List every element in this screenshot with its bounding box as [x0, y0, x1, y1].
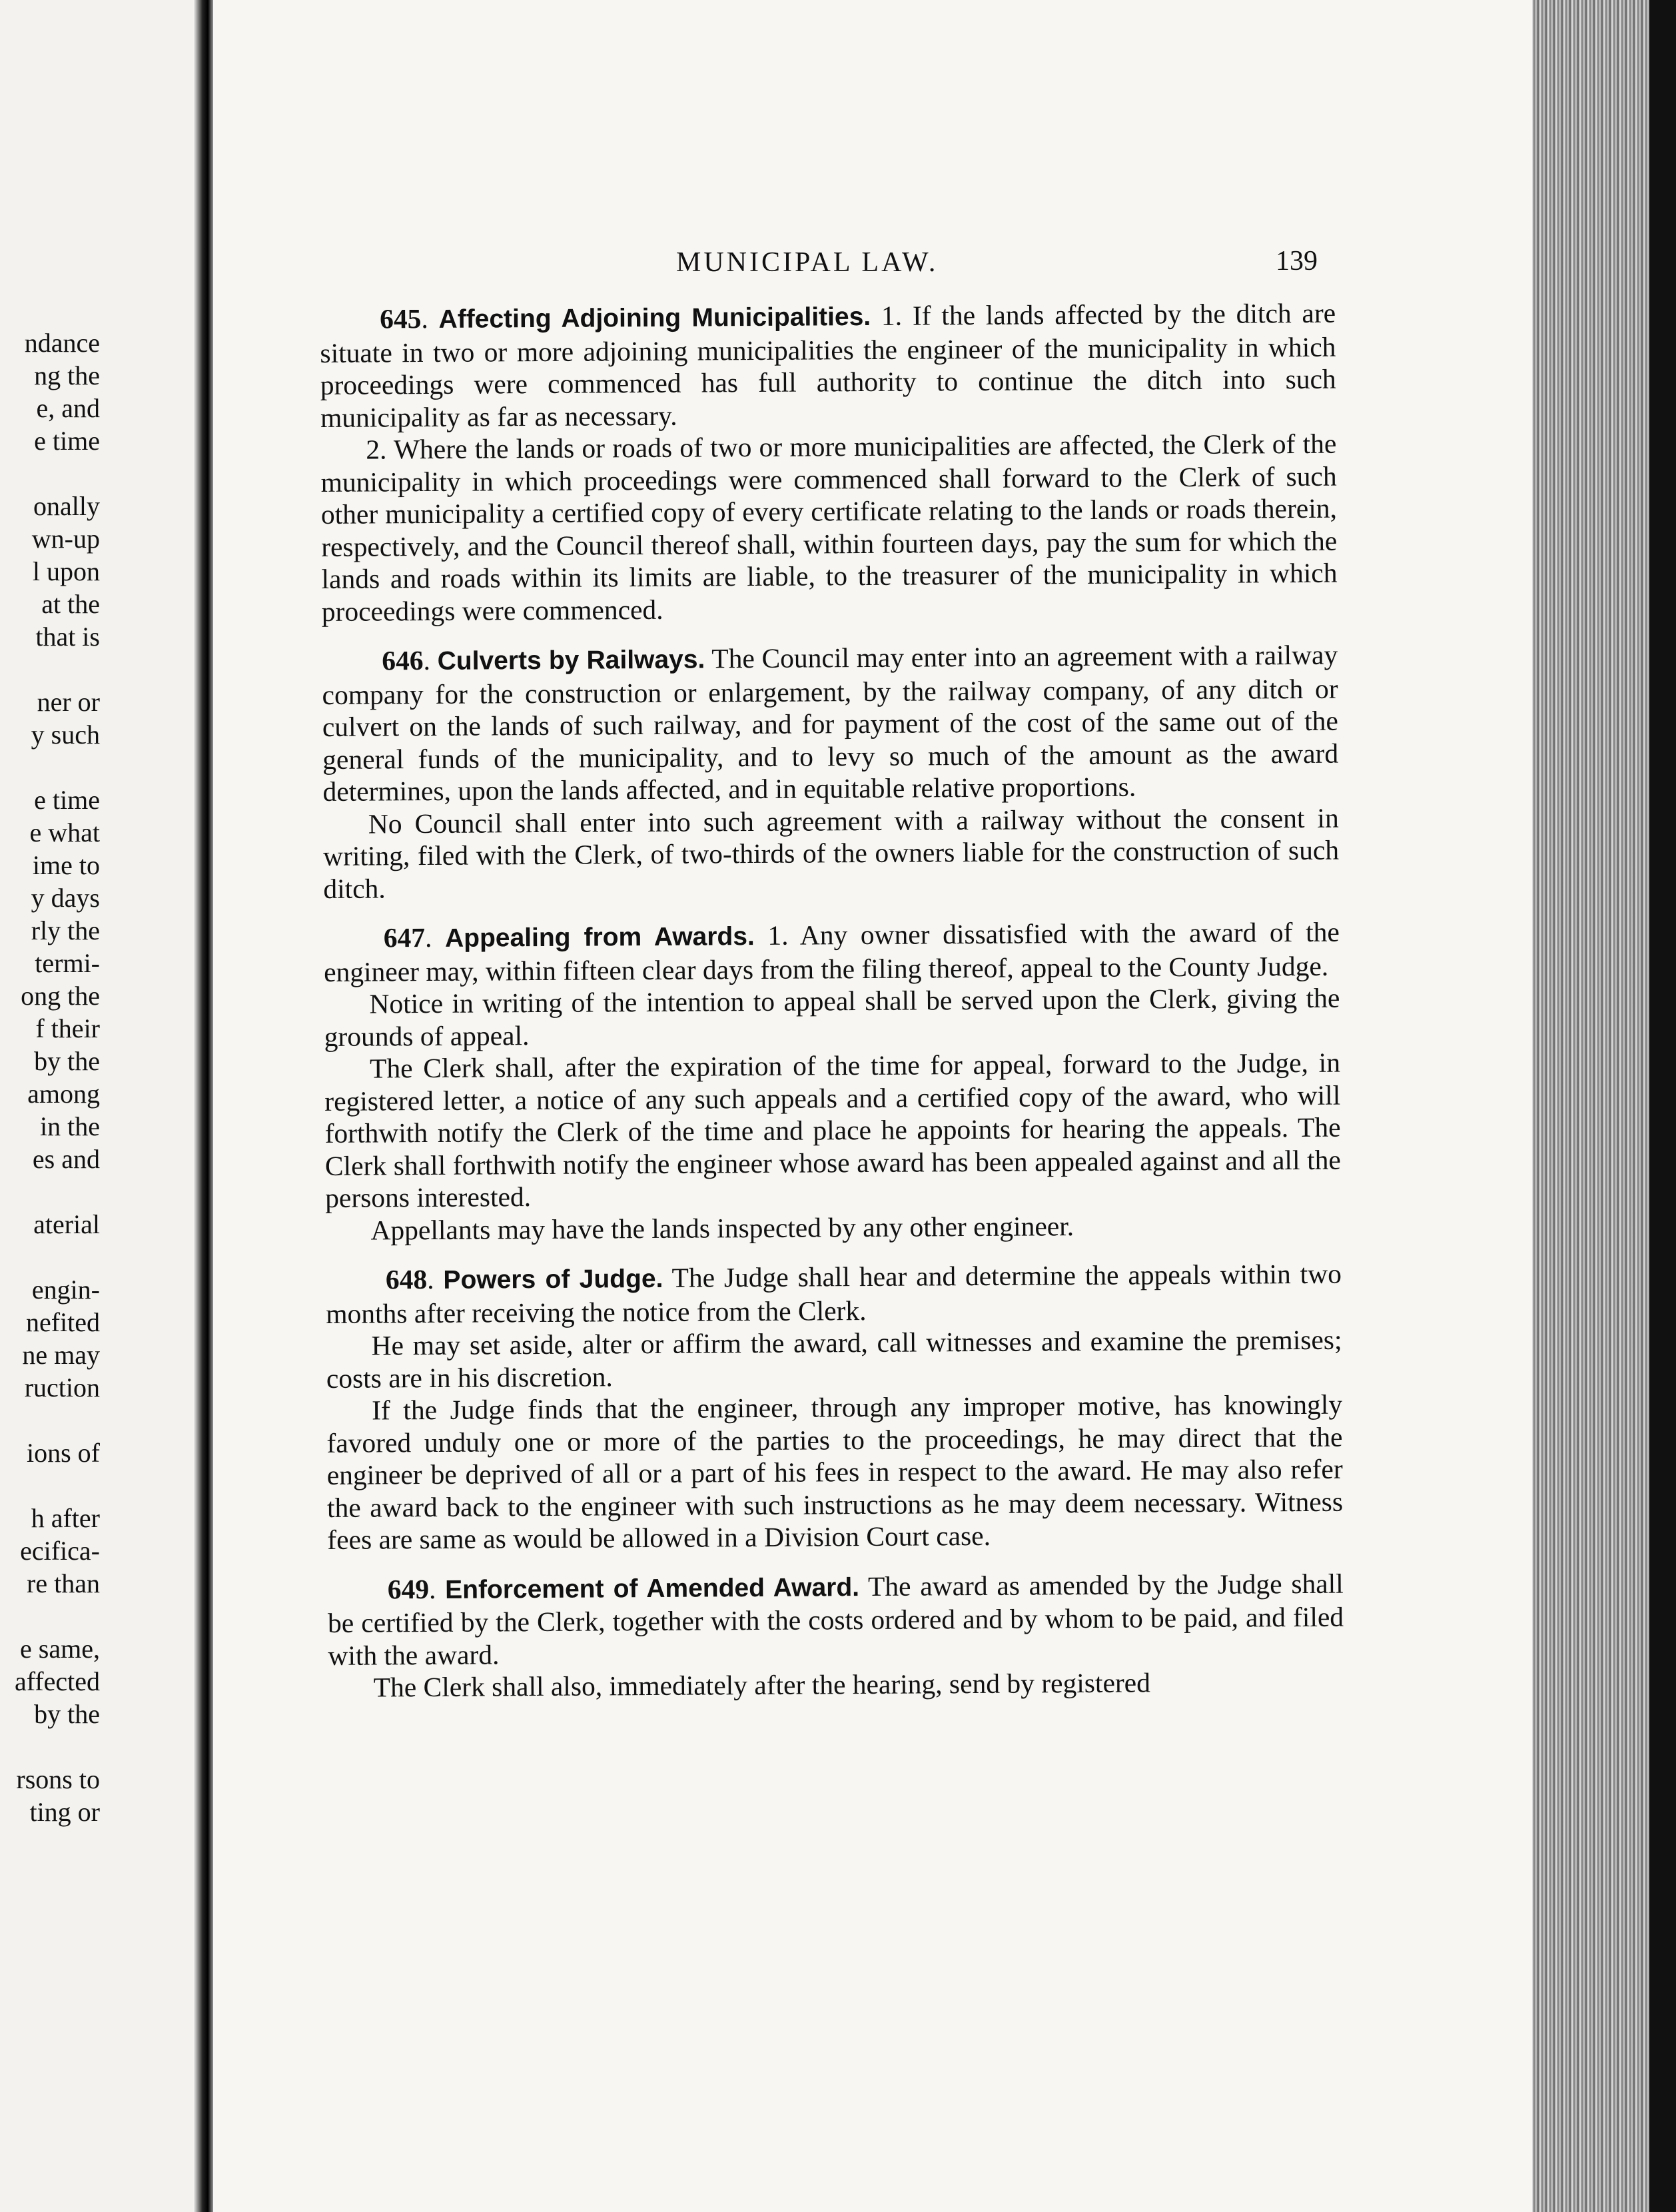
left-page-fragment: onally — [33, 491, 100, 521]
left-page-fragment: ng the — [34, 360, 100, 390]
section-paragraph: 647. Appealing from Awards. 1. Any owner dissatisfied with the award of the engineer may, within fifteen clear days from the filing thereof, appeal to the County Judge. — [323, 916, 1340, 987]
paragraph-text: No Council shall enter into such agreement with a railway without the consent in writing, filed with the Clerk, of two-thirds of the owners liable for the construction of such ditch. — [322, 802, 1340, 904]
section-number: 647 — [383, 922, 426, 953]
paragraph-text: 1. Any owner dissatisfied with the award of the engineer may, within fifteen clear days from the filing thereof, appeal to the County Judge. — [323, 916, 1340, 987]
section-paragraph: 646. Culverts by Railways. The Council may enter into an agreement with a railway company for the construction or enlargement, by the railway company, of any ditch or culvert on the lands of such railway, and for payment of the cost of the same out of the general funds of the municipality, and to levy so much of the amount as the award determines, upon the lands affected, and in equitable relative proportions. — [322, 639, 1339, 807]
page-edge-stack — [1532, 0, 1676, 2212]
section-paragraph: 648. Powers of Judge. The Judge shall hear and determine the appeals within two months after receiving the notice from the Clerk. — [326, 1258, 1342, 1329]
section-paragraph — [325, 1208, 1341, 1247]
left-page-fragment: ne may — [22, 1340, 100, 1370]
paragraph-text: 2. Where the lands or roads of two or more municipalities are affected, the Clerk of the municipality in which proceedings were commenced shall forward to the Clerk of such other municipality a certified copy of every certificate relating to the lands or roads therein, respectively, and the Council thereof shall, within fourteen days, pay the sum for which the lands and roads within its limits are liable, to the treasurer of the municipality in which proceedings were commenced. — [320, 428, 1338, 627]
section-647 — [324, 916, 1342, 1247]
left-page-fragment: ong the — [21, 981, 100, 1011]
left-page-fragment: ting or — [29, 1797, 100, 1827]
left-page-fragment: l upon — [32, 556, 100, 586]
left-page-fragment: engin- — [31, 1275, 100, 1305]
section-646 — [322, 639, 1339, 905]
left-page-fragment — [0, 1241, 100, 1273]
left-page-fragment: by the — [34, 1046, 100, 1076]
left-page-fragment: affected — [14, 1666, 100, 1696]
left-page-fragment: ner or — [37, 687, 100, 717]
section-paragraph: 649. Enforcement of Amended Award. The award as amended by the Judge shall be certified by the Clerk, together with the costs ordered and by whom to be paid, and filed with the award. — [327, 1568, 1344, 1671]
left-page-fragment — [0, 1469, 100, 1502]
paragraph-text: 1. If the lands affected by the ditch are situate in two or more adjoining municipalities the engineer of the municipality in which proceedings were commenced has full authority to continue the ditch into such municipality as far as necessary. — [320, 297, 1336, 433]
paragraph-text: The Clerk shall also, immediately after the hearing, send by registered — [373, 1667, 1151, 1703]
paragraph-text: Appellants may have the lands inspected by any other engineer. — [370, 1210, 1074, 1246]
left-page-fragment: ndance — [24, 328, 100, 358]
section-paragraph — [328, 1666, 1344, 1704]
left-page-fragment: termi- — [35, 948, 100, 978]
section-649 — [328, 1567, 1344, 1704]
left-page-fragment: y days — [31, 883, 100, 913]
section-heading: Culverts by Railways. — [437, 645, 705, 676]
section-paragraph — [326, 1388, 1343, 1556]
left-page-fragment: rly the — [31, 915, 100, 945]
left-page-fragment — [0, 1600, 100, 1632]
left-page-fragment: that is — [35, 622, 100, 652]
section-paragraph: 645. Affecting Adjoining Municipalities. 1. If the lands affected by the ditch are situate in two or more adjoining municipalities the engineer of the municipality in which proceedings were commenced has full authority to continue the ditch into such municipality as far as necessary. — [320, 297, 1336, 433]
section-number: 645 — [380, 303, 422, 334]
section-number: 646 — [382, 645, 424, 676]
left-page-text-fragments — [0, 326, 100, 1828]
section-heading: Enforcement of Amended Award. — [445, 1572, 860, 1604]
running-head: MUNICIPAL LAW. — [676, 247, 939, 278]
left-page-fragment: among — [27, 1079, 100, 1109]
left-facing-page — [0, 0, 207, 2212]
left-page-fragment: f their — [35, 1013, 100, 1043]
section-paragraph — [326, 1324, 1342, 1394]
section-heading: Appealing from Awards. — [444, 922, 755, 953]
left-page-fragment: wn-up — [31, 524, 100, 554]
paragraph-text: The Clerk shall, after the expiration of the time for appeal, forward to the Judge, in registered letter, a notice of any such appeals and a certified copy of the award, who will forthwith notify the Clerk of the time and place he appoints for hearing the appeals. The Clerk shall forthwith notify the engineer whose award has been appealed against and all the persons interested. — [324, 1047, 1342, 1213]
left-page-fragment: ecifica- — [20, 1536, 100, 1566]
left-page-fragment: y such — [31, 720, 100, 750]
left-page-fragment: in the — [40, 1111, 100, 1141]
paragraph-text: Notice in writing of the intention to appeal shall be served upon the Clerk, giving the grounds of appeal. — [324, 982, 1340, 1052]
left-page-fragment: re than — [27, 1568, 100, 1598]
left-page-fragment: e same, — [20, 1634, 100, 1664]
left-page-fragment: at the — [41, 589, 100, 619]
paragraph-text: The award as amended by the Judge shall be certified by the Clerk, together with the costs ordered and by whom to be paid, and filed with the award. — [327, 1568, 1344, 1671]
paragraph-text: If the Judge finds that the engineer, through any improper motive, has knowingly favored unduly one or more of the parties to the proceedings, he may direct that the engineer be deprived of all or a part of his fees in respect to the award. He may also refer the award back to the engineer with such instructions as he may deem necessary. Witness fees are same as would be allowed in a Division Court case. — [326, 1388, 1344, 1555]
section-paragraph — [324, 982, 1340, 1053]
section-648 — [326, 1258, 1344, 1556]
left-page-fragment: e time — [34, 426, 100, 456]
page-content — [320, 297, 1344, 1722]
page-number: 139 — [1276, 246, 1318, 276]
left-page-fragment: ime to — [32, 850, 100, 880]
left-page-fragment — [0, 653, 100, 686]
left-page-fragment — [0, 1175, 100, 1208]
left-page-fragment: rsons to — [16, 1764, 100, 1794]
left-page-fragment: h after — [31, 1503, 100, 1533]
section-paragraph — [324, 1047, 1341, 1215]
left-page-fragment: nefited — [25, 1307, 100, 1337]
section-paragraph — [323, 802, 1340, 905]
left-page-fragment: by the — [34, 1699, 100, 1729]
section-heading: Affecting Adjoining Municipalities. — [438, 302, 871, 334]
left-page-fragment: ruction — [24, 1373, 100, 1402]
left-page-fragment: es and — [32, 1144, 100, 1174]
left-page-fragment: aterial — [33, 1209, 100, 1239]
section-heading: Powers of Judge. — [443, 1264, 663, 1295]
left-page-fragment — [0, 457, 100, 490]
section-number: 648 — [385, 1264, 428, 1295]
left-page-fragment: e what — [29, 818, 100, 847]
left-page-fragment — [0, 751, 100, 784]
left-page-fragment: e, and — [36, 393, 100, 423]
left-page-fragment: e time — [34, 785, 100, 815]
section-paragraph — [320, 428, 1338, 628]
paragraph-text: He may set aside, alter or affirm the award, call witnesses and examine the premises; costs are in his discretion. — [326, 1324, 1342, 1394]
paragraph-text: The Council may enter into an agreement with a railway company for the construction or enlargement, by the railway company, of any ditch or culvert on the lands of such railway, and for payment of the cost of the same out of the general funds of the municipality, and to levy so much of the amount as the award determines, upon the lands affected, and in equitable relative proportions. — [322, 639, 1339, 807]
paragraph-text: The Judge shall hear and determine the appeals within two months after receiving the notice from the Clerk. — [326, 1258, 1342, 1329]
left-page-fragment: ions of — [27, 1438, 100, 1468]
section-number: 649 — [387, 1573, 430, 1604]
left-page-fragment — [0, 1404, 100, 1436]
left-page-fragment — [0, 1730, 100, 1763]
section-645 — [320, 297, 1338, 628]
